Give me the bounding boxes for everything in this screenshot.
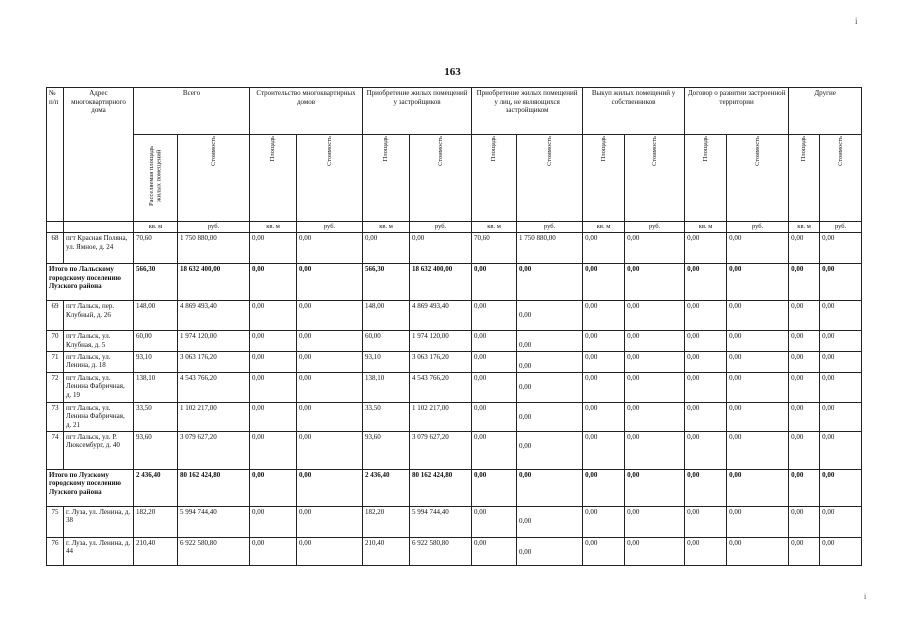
contract-area-cell: 0,00	[685, 469, 727, 506]
total-cost-cell: 1 974 120,00	[178, 331, 250, 352]
value-text: 0,00	[519, 412, 532, 421]
buy-area-cell: 0,00	[583, 233, 625, 264]
unit-cell: руб.	[410, 222, 472, 233]
dev-area-cell: 0,00	[363, 233, 410, 264]
nondev-cost-cell	[517, 431, 583, 469]
nondev-area-cell: 0,00	[472, 264, 517, 301]
dev-area-cell: 93,10	[363, 351, 410, 372]
cons-area-cell: 0,00	[250, 351, 297, 372]
total-area-cell: 148,00	[134, 301, 178, 331]
contract-cost-cell: 0,00	[727, 506, 789, 537]
nondev-cost-cell	[517, 537, 583, 565]
contract-cost-cell: 0,00	[727, 264, 789, 301]
corner-mark-bottom: i	[864, 592, 867, 601]
dev-cost-cell: 1 974 120,00	[410, 331, 472, 352]
subheader-cost: Стоимость	[410, 135, 472, 222]
table-row	[47, 431, 862, 469]
cons-cost-cell: 0,00	[297, 264, 363, 301]
cons-area-cell: 0,00	[250, 431, 297, 469]
cons-cost-cell: 0,00	[297, 351, 363, 372]
buy-cost-cell: 0,00	[625, 537, 685, 565]
buy-cost-cell: 0,00	[625, 506, 685, 537]
dev-cost-cell: 4 869 493,40	[410, 301, 472, 331]
cons-cost-cell: 0,00	[297, 331, 363, 352]
table-row	[47, 506, 862, 537]
nondev-area-cell: 0,00	[472, 301, 517, 331]
cons-cost-cell: 0,00	[297, 301, 363, 331]
buy-area-cell: 0,00	[583, 431, 625, 469]
unit-cell: кв. м	[250, 222, 297, 233]
total-cost-cell: 3 079 627,20	[178, 431, 250, 469]
subheader-cost: Стоимость	[625, 135, 685, 222]
nondev-cost-cell	[517, 331, 583, 352]
cons-area-cell: 0,00	[250, 233, 297, 264]
buy-cost-cell: 0,00	[625, 469, 685, 506]
buy-cost-cell: 0,00	[625, 301, 685, 331]
total-cost-cell: 5 994 744,40	[178, 506, 250, 537]
other-cost-cell: 0,00	[820, 331, 862, 352]
cons-cost-cell: 0,00	[297, 431, 363, 469]
total-area-cell: 138,10	[134, 372, 178, 402]
table-row	[47, 537, 862, 565]
dev-area-cell: 182,20	[363, 506, 410, 537]
other-cost-cell: 0,00	[820, 402, 862, 431]
cons-area-cell: 0,00	[250, 372, 297, 402]
subheader-resettled-area: Расселяемая площадь жилых помещений	[134, 135, 178, 222]
total-cost-cell: 1 750 880,00	[178, 233, 250, 264]
header-construction: Строительство многоквартирных домов	[250, 88, 363, 135]
buy-cost-cell: 0,00	[625, 351, 685, 372]
contract-area-cell: 0,00	[685, 301, 727, 331]
cons-area-cell: 0,00	[250, 264, 297, 301]
nondev-area-cell: 0,00	[472, 402, 517, 431]
subheader-area: Площадь	[472, 135, 517, 222]
contract-area-cell: 0,00	[685, 264, 727, 301]
subheader-area: Площадь	[250, 135, 297, 222]
contract-area-cell: 0,00	[685, 402, 727, 431]
total-area-cell: 2 436,40	[134, 469, 178, 506]
cons-area-cell: 0,00	[250, 301, 297, 331]
contract-cost-cell: 0,00	[727, 372, 789, 402]
total-area-cell: 60,00	[134, 331, 178, 352]
header-address: Адрес многоквартирного дома	[64, 88, 134, 222]
contract-area-cell: 0,00	[685, 537, 727, 565]
address-cell: г. Луза, ул. Ленина, д. 38	[64, 506, 134, 537]
header-row	[47, 88, 862, 135]
value-text: 0,00	[519, 311, 532, 319]
total-label: Итого по Лузскому городскому поселению Лузского района	[47, 469, 134, 506]
other-area-cell: 0,00	[789, 469, 820, 506]
cons-cost-cell: 0,00	[297, 537, 363, 565]
buy-area-cell: 0,00	[583, 331, 625, 352]
address-cell: пгт Лальск, ул. Ленина, д. 18	[64, 351, 134, 372]
other-cost-cell: 0,00	[820, 431, 862, 469]
nondev-area-cell: 0,00	[472, 372, 517, 402]
contract-cost-cell: 0,00	[727, 469, 789, 506]
cons-cost-cell: 0,00	[297, 372, 363, 402]
address-cell: пгт Лальск, пер. Клубный, д. 26	[64, 301, 134, 331]
total-cost-cell: 4 869 493,40	[178, 301, 250, 331]
unit-cell: руб.	[820, 222, 862, 233]
buy-cost-cell: 0,00	[625, 402, 685, 431]
total-area-cell: 566,30	[134, 264, 178, 301]
unit-cell: руб.	[727, 222, 789, 233]
cons-cost-cell: 0,00	[297, 233, 363, 264]
value-text: 0,00	[519, 341, 532, 349]
header-no: № п/п	[47, 88, 64, 222]
address-cell: пгт Лальск, ул. Р. Люксембург, д. 40	[64, 431, 134, 469]
total-area-cell: 182,20	[134, 506, 178, 537]
other-cost-cell: 0,00	[820, 351, 862, 372]
row-number: 73	[47, 402, 64, 431]
dev-cost-cell: 4 543 766,20	[410, 372, 472, 402]
total-area-cell: 70,60	[134, 233, 178, 264]
dev-area-cell: 33,50	[363, 402, 410, 431]
subheader-cost: Стоимость	[727, 135, 789, 222]
other-area-cell: 0,00	[789, 301, 820, 331]
total-cost-cell: 6 922 580,80	[178, 537, 250, 565]
unit-cell: кв. м	[134, 222, 178, 233]
other-area-cell: 0,00	[789, 402, 820, 431]
nondev-cost-cell: 1 750 880,00	[517, 233, 583, 264]
buy-area-cell: 0,00	[583, 301, 625, 331]
contract-cost-cell: 0,00	[727, 402, 789, 431]
total-area-cell: 33,50	[134, 402, 178, 431]
unit-cell: руб.	[178, 222, 250, 233]
other-area-cell: 0,00	[789, 233, 820, 264]
buy-area-cell: 0,00	[583, 372, 625, 402]
corner-mark: i	[855, 16, 858, 26]
row-number: 69	[47, 301, 64, 331]
value-text: 0,00	[519, 547, 532, 556]
subheader-row	[47, 135, 862, 222]
nondev-cost-cell: 0,00	[517, 264, 583, 301]
value-text: 0,00	[519, 516, 532, 525]
buy-area-cell: 0,00	[583, 402, 625, 431]
subheader-cost: Стоимость	[178, 135, 250, 222]
dev-cost-cell: 6 922 580,80	[410, 537, 472, 565]
table-row	[47, 331, 862, 352]
value-text: 0,00	[519, 361, 532, 370]
contract-cost-cell: 0,00	[727, 431, 789, 469]
contract-area-cell: 0,00	[685, 233, 727, 264]
table-row	[47, 351, 862, 372]
buy-area-cell: 0,00	[583, 469, 625, 506]
unit-cell: руб.	[625, 222, 685, 233]
contract-area-cell: 0,00	[685, 331, 727, 352]
buy-area-cell: 0,00	[583, 264, 625, 301]
address-cell: г. Луза, ул. Ленина, д. 44	[64, 537, 134, 565]
units-row	[47, 222, 862, 233]
table-row	[47, 372, 862, 402]
total-cost-cell: 3 063 176,20	[178, 351, 250, 372]
dev-cost-cell: 5 994 744,40	[410, 506, 472, 537]
total-cost-cell: 18 632 400,00	[178, 264, 250, 301]
other-area-cell: 0,00	[789, 506, 820, 537]
other-cost-cell: 0,00	[820, 264, 862, 301]
value-text: 0,00	[519, 382, 532, 391]
dev-cost-cell: 1 102 217,00	[410, 402, 472, 431]
nondev-cost-cell	[517, 402, 583, 431]
cons-area-cell: 0,00	[250, 331, 297, 352]
nondev-cost-cell: 0,00	[517, 469, 583, 506]
buy-cost-cell: 0,00	[625, 431, 685, 469]
unit-cell: кв. м	[583, 222, 625, 233]
contract-cost-cell: 0,00	[727, 301, 789, 331]
total-cost-cell: 1 102 217,00	[178, 402, 250, 431]
total-cost-cell: 80 162 424,80	[178, 469, 250, 506]
header-other: Другие	[789, 88, 862, 135]
contract-area-cell: 0,00	[685, 506, 727, 537]
subheader-area: Площадь	[583, 135, 625, 222]
contract-cost-cell: 0,00	[727, 537, 789, 565]
nondev-cost-cell	[517, 506, 583, 537]
address-cell: пгт Красная Поляна, ул. Ямное, д. 24	[64, 233, 134, 264]
other-area-cell: 0,00	[789, 331, 820, 352]
dev-cost-cell: 80 162 424,80	[410, 469, 472, 506]
row-number: 68	[47, 233, 64, 264]
dev-area-cell: 566,30	[363, 264, 410, 301]
unit-cell: кв. м	[789, 222, 820, 233]
nondev-cost-cell	[517, 372, 583, 402]
contract-cost-cell: 0,00	[727, 233, 789, 264]
buy-area-cell: 0,00	[583, 506, 625, 537]
nondev-area-cell: 0,00	[472, 506, 517, 537]
unit-cell: кв. м	[685, 222, 727, 233]
contract-cost-cell: 0,00	[727, 331, 789, 352]
row-number: 74	[47, 431, 64, 469]
contract-area-cell: 0,00	[685, 351, 727, 372]
table-body	[47, 233, 862, 566]
total-cost-cell: 4 543 766,20	[178, 372, 250, 402]
cons-cost-cell: 0,00	[297, 506, 363, 537]
dev-cost-cell: 0,00	[410, 233, 472, 264]
other-area-cell: 0,00	[789, 372, 820, 402]
total-area-cell: 93,10	[134, 351, 178, 372]
dev-area-cell: 93,60	[363, 431, 410, 469]
row-number: 70	[47, 331, 64, 352]
dev-cost-cell: 18 632 400,00	[410, 264, 472, 301]
header-development-contract: Договор о развитии застроенной территории	[685, 88, 789, 135]
other-area-cell: 0,00	[789, 351, 820, 372]
nondev-area-cell: 0,00	[472, 331, 517, 352]
cons-cost-cell: 0,00	[297, 402, 363, 431]
total-label: Итого по Лальскому городскому поселению Лузского района	[47, 264, 134, 301]
dev-cost-cell: 3 063 176,20	[410, 351, 472, 372]
dev-area-cell: 210,40	[363, 537, 410, 565]
address-cell: пгт Лальск, ул. Ленина Фабричная, д. 19	[64, 372, 134, 402]
page-number: 163	[444, 66, 461, 78]
row-number: 72	[47, 372, 64, 402]
header-purchase-developers: Приобретение жилых помещений у застройщиков	[363, 88, 472, 135]
nondev-area-cell: 0,00	[472, 537, 517, 565]
cons-area-cell: 0,00	[250, 537, 297, 565]
nondev-area-cell: 0,00	[472, 469, 517, 506]
subheader-cost: Стоимость	[820, 135, 862, 222]
other-area-cell: 0,00	[789, 264, 820, 301]
dev-area-cell: 138,10	[363, 372, 410, 402]
dev-area-cell: 2 436,40	[363, 469, 410, 506]
nondev-area-cell: 0,00	[472, 351, 517, 372]
nondev-area-cell: 70,60	[472, 233, 517, 264]
dev-area-cell: 148,00	[363, 301, 410, 331]
other-cost-cell: 0,00	[820, 301, 862, 331]
address-cell: пгт Лальск, ул. Клубная, д. 5	[64, 331, 134, 352]
other-area-cell: 0,00	[789, 431, 820, 469]
buy-cost-cell: 0,00	[625, 264, 685, 301]
total-row	[47, 264, 862, 301]
dev-cost-cell: 3 079 627,20	[410, 431, 472, 469]
unit-cell: кв. м	[363, 222, 410, 233]
unit-cell: руб.	[297, 222, 363, 233]
cons-area-cell: 0,00	[250, 402, 297, 431]
other-cost-cell: 0,00	[820, 372, 862, 402]
row-number: 71	[47, 351, 64, 372]
total-area-cell: 93,60	[134, 431, 178, 469]
nondev-cost-cell	[517, 301, 583, 331]
row-number: 75	[47, 506, 64, 537]
buy-cost-cell: 0,00	[625, 331, 685, 352]
contract-cost-cell: 0,00	[727, 351, 789, 372]
header-purchase-non-developers: Приобретение жилых помещений у лиц, не являющихся застройщиком	[472, 88, 583, 135]
subheader-area: Площадь	[685, 135, 727, 222]
row-number: 76	[47, 537, 64, 565]
subheader-area: Площадь	[789, 135, 820, 222]
other-cost-cell: 0,00	[820, 506, 862, 537]
resettlement-table	[46, 87, 862, 566]
other-cost-cell: 0,00	[820, 537, 862, 565]
other-cost-cell: 0,00	[820, 469, 862, 506]
subheader-cost: Стоимость	[517, 135, 583, 222]
total-area-cell: 210,40	[134, 537, 178, 565]
cons-cost-cell: 0,00	[297, 469, 363, 506]
unit-cell: руб.	[517, 222, 583, 233]
contract-area-cell: 0,00	[685, 372, 727, 402]
buy-area-cell: 0,00	[583, 537, 625, 565]
dev-area-cell: 60,00	[363, 331, 410, 352]
cons-area-cell: 0,00	[250, 506, 297, 537]
table-row	[47, 301, 862, 331]
buy-cost-cell: 0,00	[625, 372, 685, 402]
address-cell: пгт Лальск, ул. Ленина Фабричная, д. 21	[64, 402, 134, 431]
total-row	[47, 469, 862, 506]
nondev-area-cell: 0,00	[472, 431, 517, 469]
nondev-cost-cell	[517, 351, 583, 372]
table-row	[47, 402, 862, 431]
subheader-area: Площадь	[363, 135, 410, 222]
cons-area-cell: 0,00	[250, 469, 297, 506]
other-area-cell: 0,00	[789, 537, 820, 565]
value-text: 0,00	[519, 441, 532, 450]
buy-area-cell: 0,00	[583, 351, 625, 372]
contract-area-cell: 0,00	[685, 431, 727, 469]
buy-cost-cell: 0,00	[625, 233, 685, 264]
header-buyout: Выкуп жилых помещений у собственников	[583, 88, 685, 135]
subheader-cost: Стоимость	[297, 135, 363, 222]
header-total: Всего	[134, 88, 250, 135]
unit-cell: кв. м	[472, 222, 517, 233]
other-cost-cell: 0,00	[820, 233, 862, 264]
table-row	[47, 233, 862, 264]
